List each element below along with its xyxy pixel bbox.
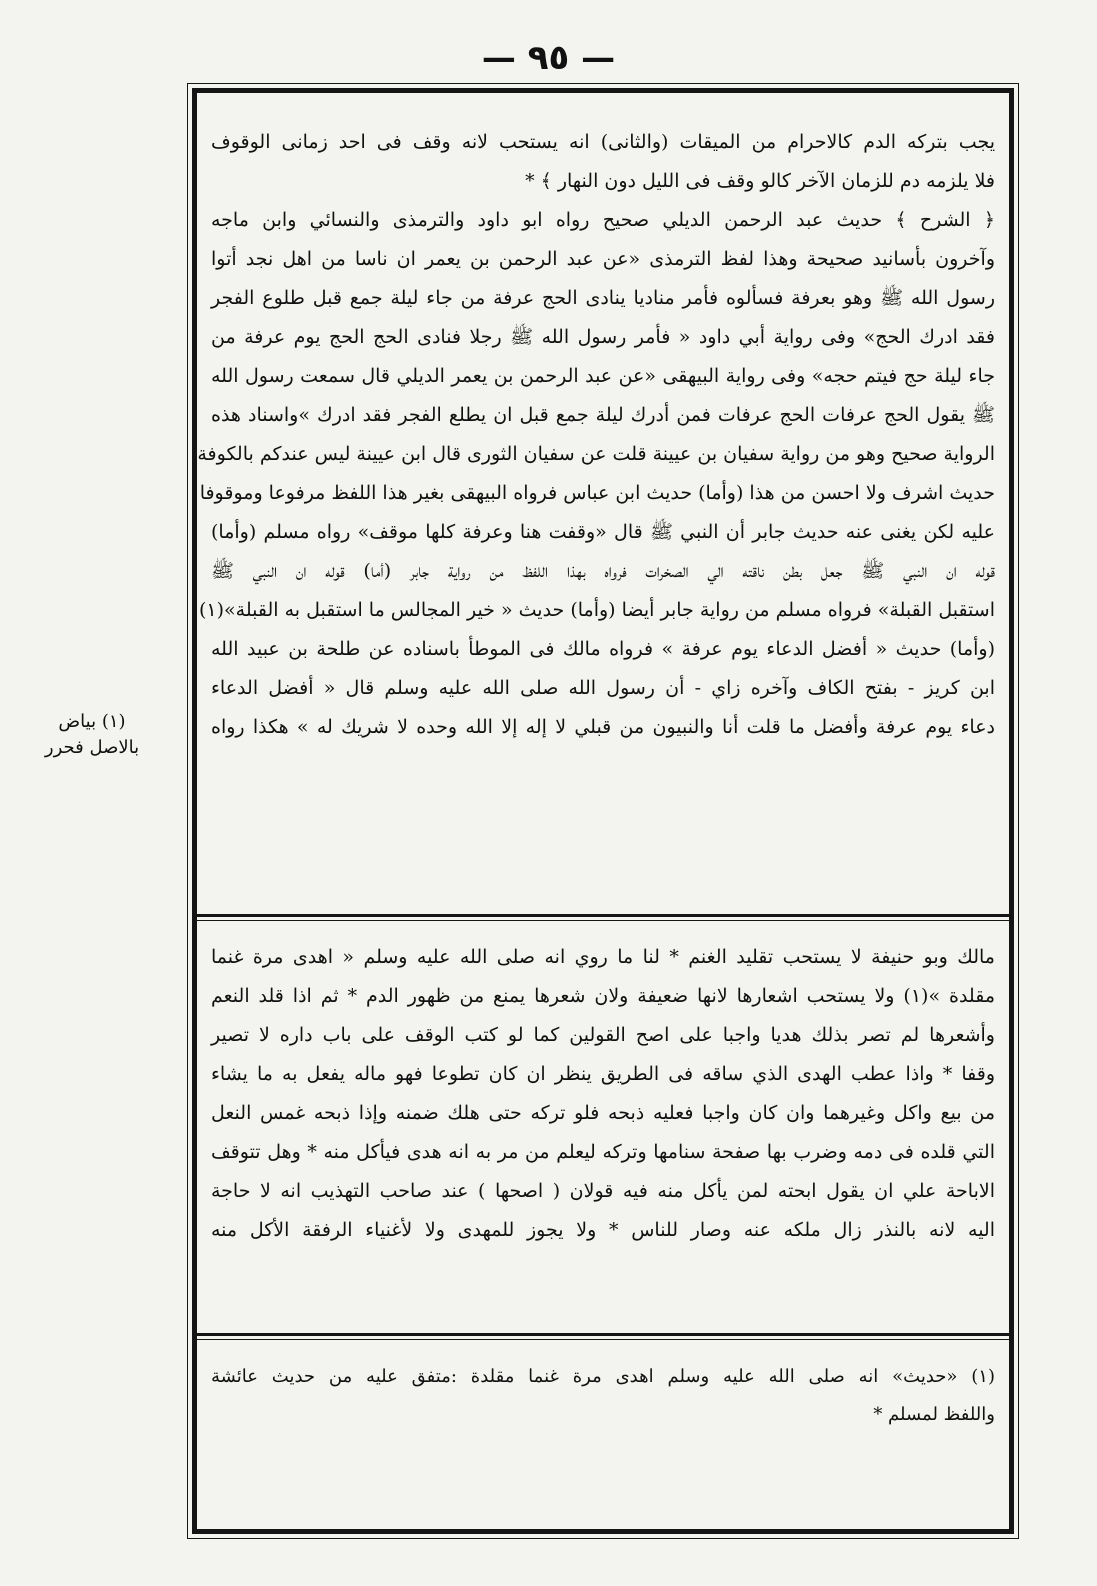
footnote-line: (١) «حديث» انه صلى الله عليه وسلم اهدى مرة غنما مقلدة :متفق عليه من حديث عائشة: [211, 1366, 995, 1387]
text-line: ﷺ يقول الحج عرفات الحج عرفات فمن أدرك ليلة جمع قبل ان يطلع الفجر فقد ادرك »واسناد هذه: [211, 404, 995, 426]
text-line: حديث اشرف ولا احسن من هذا (وأما) حديث ابن عباس فرواه البيهقى بغير هذا اللفظ مرفوعا وموقوفا: [199, 482, 995, 504]
text-line: ﴿ الشرح ﴾ حديث عبد الرحمن الديلي صحيح رواه ابو داود والترمذى والنسائي وابن ماجه: [211, 209, 995, 231]
text-line: (وأما) حديث « أفضل الدعاء يوم عرفة » فرواه مالك فى الموطأ باسناده عن طلحة بن عبيد الله: [211, 638, 995, 660]
text-line: من بيع واكل وغيرهما وان كان واجبا فعليه ذبحه فلو تركه حتى هلك ضمنه وإذا ذبحه غمس النعل: [211, 1102, 995, 1124]
text-line: رسول الله ﷺ وهو بعرفة فسألوه فأمر مناديا ينادى الحج عرفة من جاء ليلة جمع قبل طلوع الفجر: [211, 287, 995, 309]
section-divider-thin: [197, 920, 1009, 921]
text-line: دعاء يوم عرفة وأفضل ما قلت أنا والنبيون من قبلي لا إله إلا الله وحده لا شريك له » هكذا رواه: [211, 716, 995, 738]
text-line: وقفا * واذا عطب الهدى الذي ساقه فى الطريق ينظر ان كان تطوعا فهو ماله يفعل به ما يشاء: [211, 1063, 995, 1085]
text-line: اليه لانه بالنذر زال ملكه عنه وصار للناس * ولا يجوز للمهدى ولا لأغنياء الرفقة الأكل منه: [211, 1219, 995, 1241]
margin-note: [6, 709, 178, 761]
main-text: [197, 123, 995, 747]
text-line: مقلدة »(١) ولا يستحب اشعارها لانها ضعيفة ولان شعرها يمنع من ظهور الدم * ثم اذا قلد النعم: [211, 985, 995, 1007]
text-line: وأشعرها لم تصر بذلك هديا واجبا على اصح القولين كما لو كتب الوقف على باب داره لا تصير: [211, 1024, 995, 1046]
margin-note-line: بالاصل فحرر: [44, 737, 140, 758]
footnote: [211, 1358, 995, 1434]
text-line: عليه لكن يغنى عنه حديث جابر أن النبي ﷺ قال «وقفت هنا وعرفة كلها موقف» رواه مسلم (وأما): [211, 521, 995, 543]
text-line: فلا يلزمه دم للزمان الآخر كالو وقف فى الليل دون النهار ﴾ *: [525, 170, 995, 192]
footnote-divider-thin: [197, 1339, 1009, 1340]
text-line: قوله ان النبي ﷺ جعل بطن ناقته الي الصخرات فرواه بهذا اللفظ من رواية جابر (أما) قوله ان النبي ﷺ: [211, 560, 995, 582]
text-line: يجب بتركه الدم كالاحرام من الميقات (والثانى) انه يستحب لانه وقف فى احد زمانى الوقوف: [211, 131, 995, 153]
text-line: الاباحة علي ان يقول ابحته لمن يأكل منه فيه قولان ( اصحها ) عند صاحب التهذيب انه لا حاجة: [211, 1180, 995, 1202]
footnote-divider: [197, 1333, 1009, 1336]
section-divider: [197, 914, 1009, 917]
footnote-line: واللفظ لمسلم *: [873, 1404, 995, 1425]
page-number: — ٩٥ —: [481, 38, 616, 78]
text-line: مالك وبو حنيفة لا يستحب تقليد الغنم * لنا ما روي انه صلى الله عليه وسلم « اهدى مرة غنما: [211, 946, 995, 968]
text-line: وآخرون بأسانيد صحيحة وهذا لفظ الترمذى «عن عبد الرحمن بن يعمر ان ناسا من اهل نجد أتوا: [211, 248, 995, 270]
text-line: الرواية صحيح وهو من رواية سفيان بن عيينة قلت عن سفيان الثورى قال ابن عيينة ليس عندكم بالكوفة: [197, 443, 995, 465]
commentary-text: [211, 938, 995, 1250]
text-line: جاء ليلة حج فيتم حجه» وفى رواية البيهقى «عن عبد الرحمن بن يعمر الديلي قال سمعت رسول الله: [211, 365, 995, 387]
margin-note-line: (١) بياض: [58, 711, 126, 732]
text-line: التي قلده فى دمه وضرب بها صفحة سنامها وتركه ليعلم من مر به انه هدى فيأكل منه * وهل تتوقف: [211, 1141, 995, 1163]
page-frame: [192, 88, 1014, 1534]
text-line: استقبل القبلة» فرواه مسلم من رواية جابر أيضا (وأما) حديث « خير المجالس ما استقبل به القبلة»(١): [198, 599, 995, 621]
text-line: ابن كريز - بفتح الكاف وآخره زاي - أن رسول الله صلى الله عليه وسلم قال « أفضل الدعاء: [211, 677, 995, 699]
text-line: فقد ادرك الحج» وفى رواية أبي داود « فأمر رسول الله ﷺ رجلا فنادى الحج الحج يوم عرفة من: [211, 326, 995, 348]
